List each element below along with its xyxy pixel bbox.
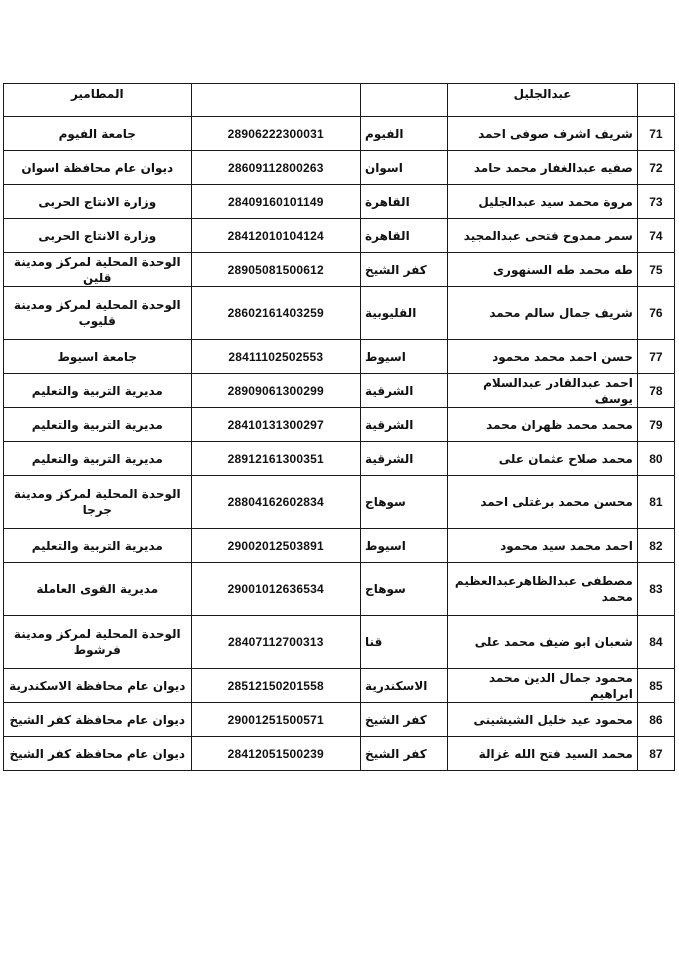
table-header-row [4,84,675,117]
cell-governorate: اسوان [361,151,448,185]
cell-national-id: 28609112800263 [191,151,361,185]
cell-number: 78 [637,374,674,408]
table-row [4,442,675,476]
cell-governorate: اسيوط [361,340,448,374]
cell-name: صفيه عبدالغفار محمد حامد [448,151,638,185]
cell-national-id: 29002012503891 [191,529,361,563]
cell-name: طه محمد طه السنهورى [448,253,638,287]
cell-national-id: 28804162602834 [191,476,361,529]
cell-number: 77 [637,340,674,374]
cell-organization: مديرية التربية والتعليم [4,442,192,476]
cell-number: 83 [637,563,674,616]
cell-organization: جامعة اسيوط [4,340,192,374]
cell-national-id: 28407112700313 [191,616,361,669]
cell-organization: الوحدة المحلية لمركز ومدينة قلين [4,253,192,287]
cell-governorate: كفر الشيخ [361,703,448,737]
cell-name: شريف اشرف صوفى احمد [448,117,638,151]
table-row [4,219,675,253]
cell-name: احمد محمد سيد محمود [448,529,638,563]
cell-name: شريف جمال سالم محمد [448,287,638,340]
cell-governorate: اسيوط [361,529,448,563]
cell-organization: الوحدة المحلية لمركز ومدينة فرشوط [4,616,192,669]
table-row [4,340,675,374]
cell-name: محمود عيد خليل الشيشينى [448,703,638,737]
cell-name: سمر ممدوح فتحى عبدالمجيد [448,219,638,253]
cell-national-id: 28411102502553 [191,340,361,374]
cell-number: 87 [637,737,674,771]
cell-number: 86 [637,703,674,737]
cell-name: مصطفى عبدالظاهرعبدالعظيم محمد [448,563,638,616]
cell-number: 84 [637,616,674,669]
cell-organization: جامعة الفيوم [4,117,192,151]
cell-national-id: 28905081500612 [191,253,361,287]
table-row [4,185,675,219]
cell-organization: الوحدة المحلية لمركز ومدينة قليوب [4,287,192,340]
cell-organization: ديوان عام محافظة الاسكندرية [4,669,192,703]
cell-national-id: 29001012636534 [191,563,361,616]
cell-national-id: 28410131300297 [191,408,361,442]
header-governorate [361,84,448,117]
cell-national-id: 28412010104124 [191,219,361,253]
cell-national-id: 28602161403259 [191,287,361,340]
cell-organization: مديرية التربية والتعليم [4,374,192,408]
cell-name: شعبان ابو ضيف محمد على [448,616,638,669]
table-row [4,408,675,442]
cell-name: حسن احمد محمد محمود [448,340,638,374]
cell-governorate: سوهاج [361,476,448,529]
cell-number: 72 [637,151,674,185]
table-row [4,563,675,616]
cell-number: 73 [637,185,674,219]
cell-governorate: الاسكندرية [361,669,448,703]
table-row [4,669,675,703]
cell-name: احمد عبدالقادر عبدالسلام يوسف [448,374,638,408]
cell-number: 82 [637,529,674,563]
cell-governorate: سوهاج [361,563,448,616]
header-national-id [191,84,361,117]
roster-body [4,84,675,771]
cell-name: محمد صلاح عثمان على [448,442,638,476]
table-row [4,151,675,185]
cell-organization: ديوان عام محافظة كفر الشيخ [4,703,192,737]
cell-organization: مديرية القوى العاملة [4,563,192,616]
cell-national-id: 28906222300031 [191,117,361,151]
cell-governorate: الشرقية [361,408,448,442]
cell-number: 81 [637,476,674,529]
cell-governorate: الشرقية [361,442,448,476]
cell-number: 80 [637,442,674,476]
cell-governorate: كفر الشيخ [361,253,448,287]
cell-governorate: القليوبية [361,287,448,340]
cell-national-id: 28909061300299 [191,374,361,408]
cell-name: محمود جمال الدين محمد ابراهيم [448,669,638,703]
cell-organization: وزارة الانتاج الحربى [4,185,192,219]
table-row [4,117,675,151]
cell-national-id: 28912161300351 [191,442,361,476]
cell-governorate: الفيوم [361,117,448,151]
table-row [4,287,675,340]
cell-number: 71 [637,117,674,151]
cell-number: 79 [637,408,674,442]
cell-national-id: 28412051500239 [191,737,361,771]
roster-sheet [3,83,675,771]
cell-national-id: 28512150201558 [191,669,361,703]
cell-number: 75 [637,253,674,287]
table-row [4,703,675,737]
header-name: عبدالجليل [448,84,638,117]
cell-governorate: قنا [361,616,448,669]
cell-organization: مديرية التربية والتعليم [4,408,192,442]
cell-governorate: الشرقية [361,374,448,408]
table-row [4,476,675,529]
table-row [4,374,675,408]
roster-table [3,83,675,771]
cell-number: 74 [637,219,674,253]
cell-name: محسن محمد برغتلى احمد [448,476,638,529]
cell-governorate: القاهرة [361,219,448,253]
cell-organization: وزارة الانتاج الحربى [4,219,192,253]
table-row [4,253,675,287]
cell-organization: ديوان عام محافظة اسوان [4,151,192,185]
table-row [4,737,675,771]
cell-number: 76 [637,287,674,340]
header-number [637,84,674,117]
cell-governorate: القاهرة [361,185,448,219]
cell-organization: مديرية التربية والتعليم [4,529,192,563]
table-row [4,529,675,563]
cell-governorate: كفر الشيخ [361,737,448,771]
cell-number: 85 [637,669,674,703]
cell-name: مروة محمد سيد عبدالجليل [448,185,638,219]
cell-organization: ديوان عام محافظة كفر الشيخ [4,737,192,771]
cell-national-id: 28409160101149 [191,185,361,219]
header-organization: المطامير [4,84,192,117]
cell-organization: الوحدة المحلية لمركز ومدينة جرجا [4,476,192,529]
table-row [4,616,675,669]
cell-national-id: 29001251500571 [191,703,361,737]
cell-name: محمد السيد فتح الله غزالة [448,737,638,771]
cell-name: محمد محمد ظهران محمد [448,408,638,442]
